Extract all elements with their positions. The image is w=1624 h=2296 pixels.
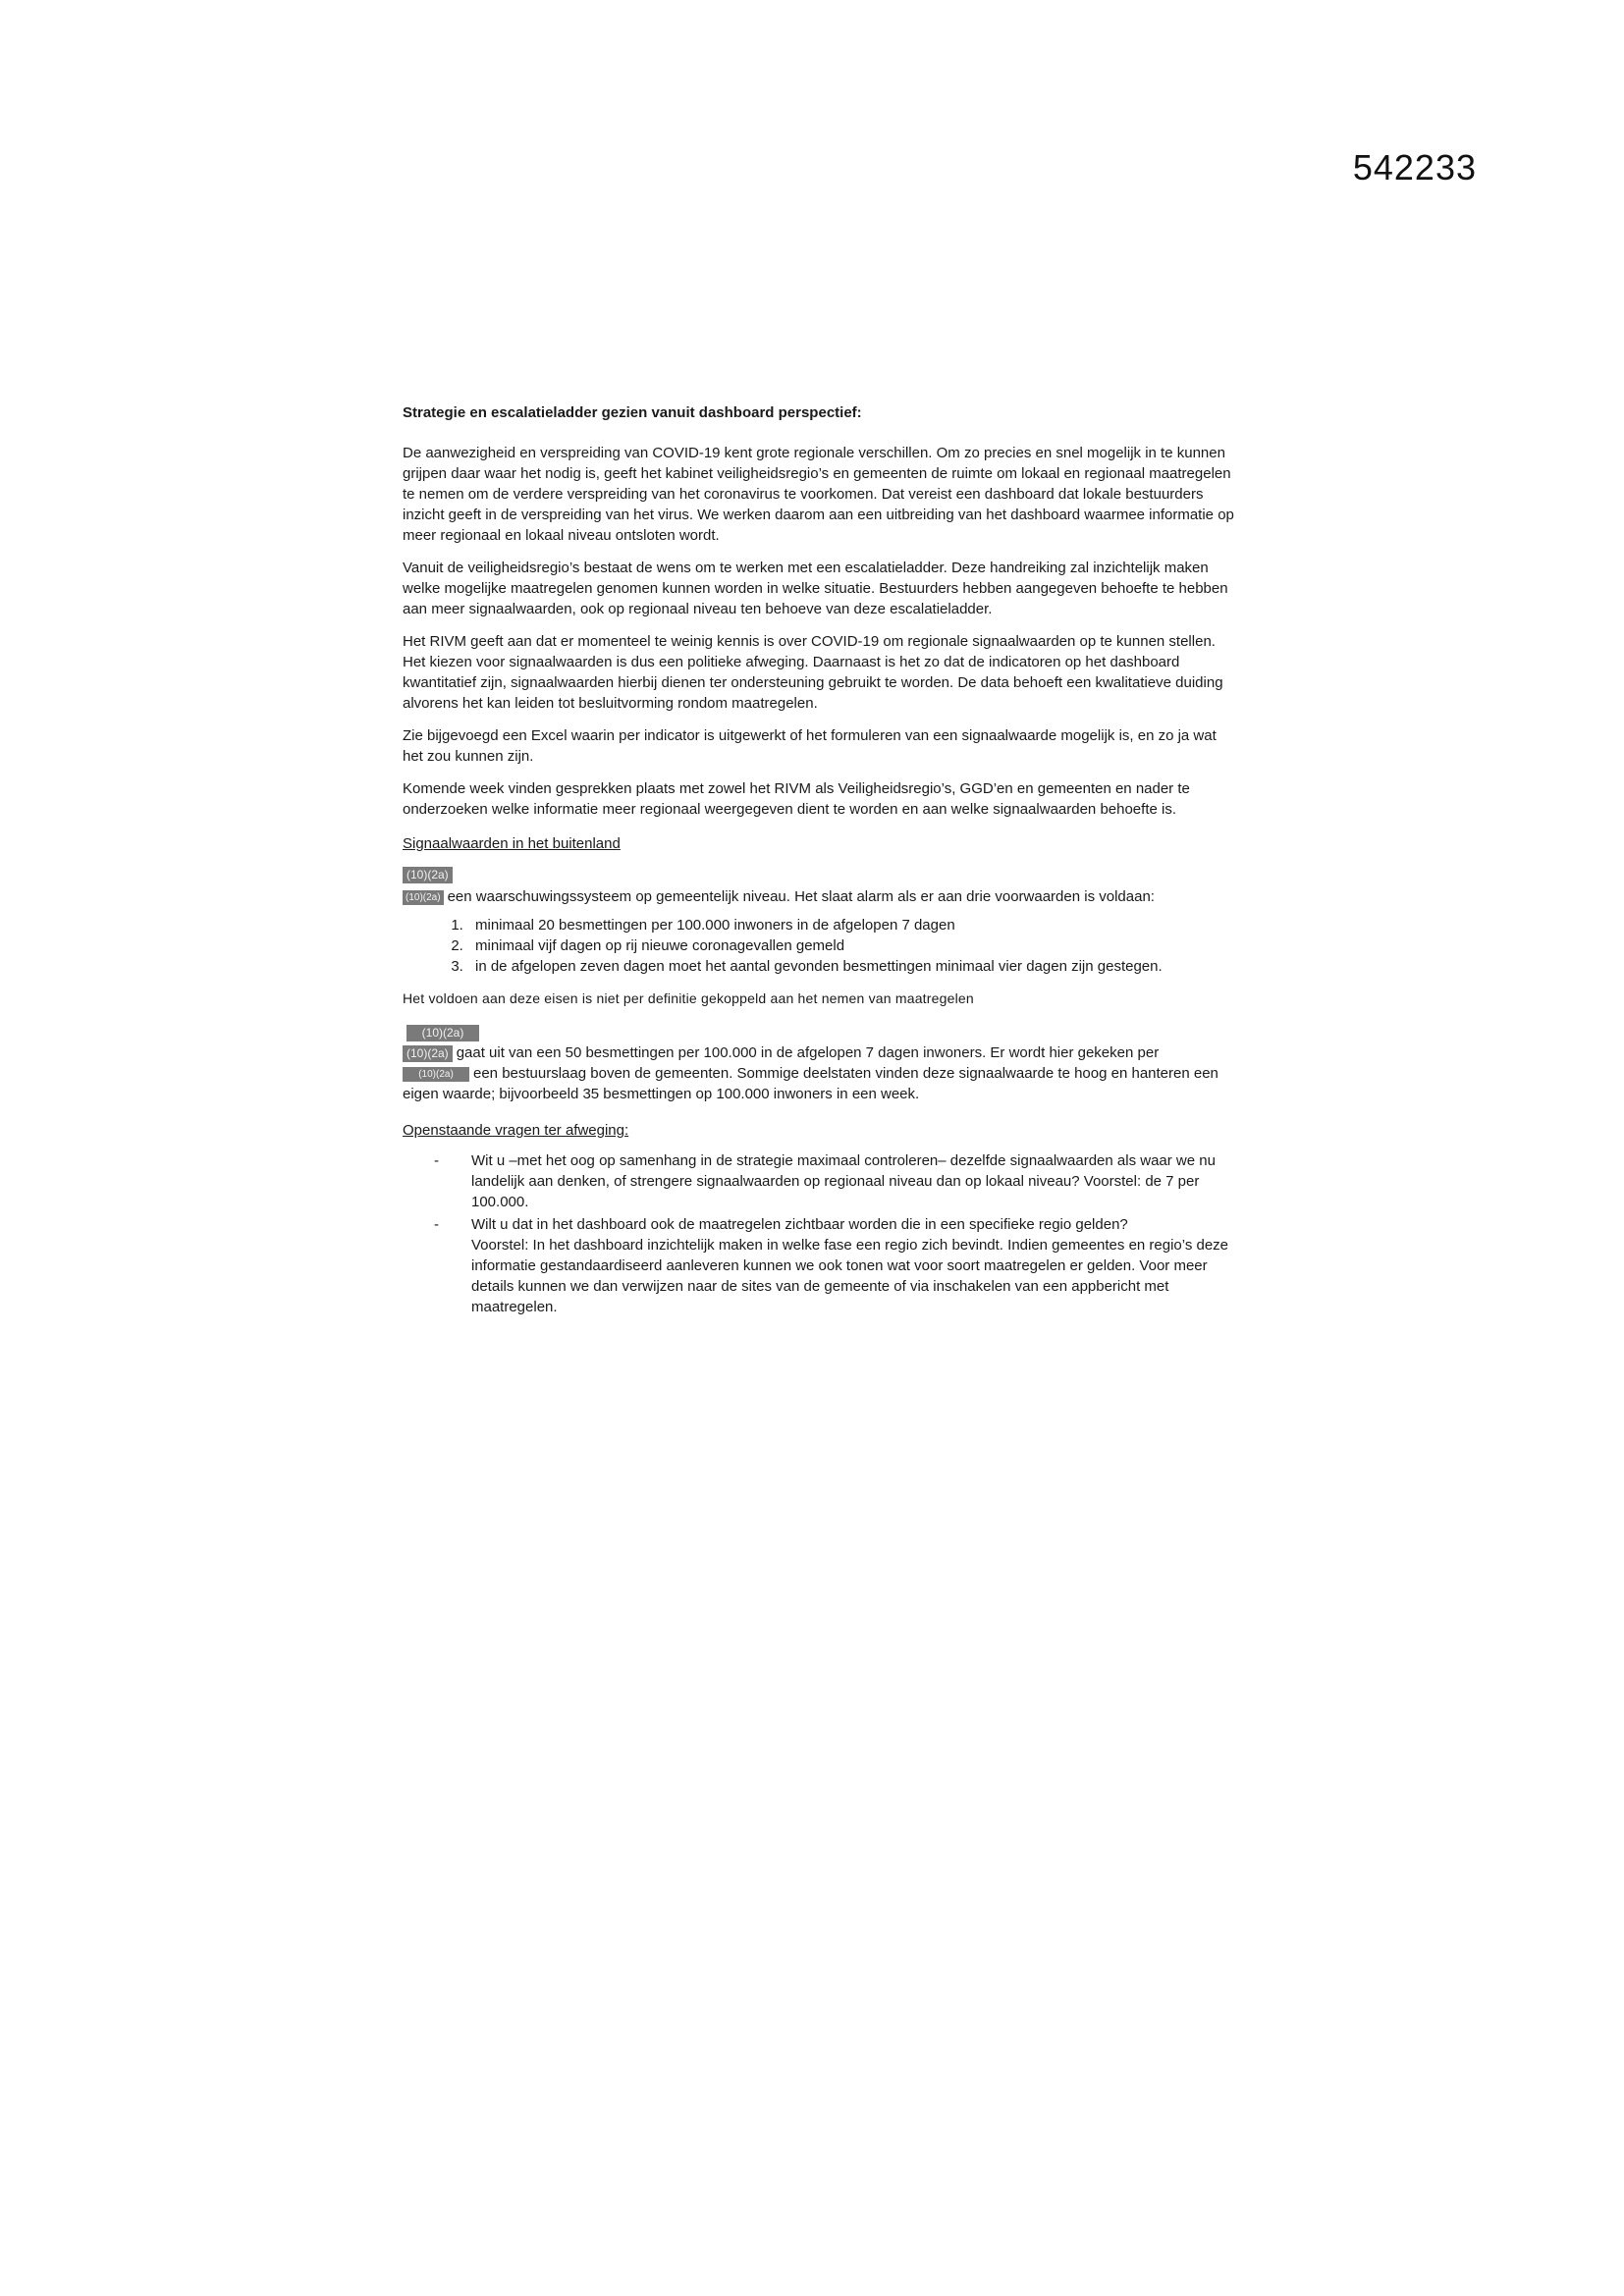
list-item: 3. in de afgelopen zeven dagen moet het aantal gevonden besmettingen minimaal vier dagen zijn gestegen. [467, 956, 1237, 977]
section-heading-abroad: Signaalwaarden in het buitenland [403, 835, 621, 852]
dash-bullet: - [434, 1216, 439, 1233]
second-system-text-1: gaat uit van een 50 besmettingen per 100.000 in de afgelopen 7 dagen inwoners. Er wordt hier gekeken per [456, 1044, 1160, 1061]
list-item: 2. minimaal vijf dagen op rij nieuwe coronagevallen gemeld [467, 935, 1237, 956]
conditions-note: Het voldoen aan deze eisen is niet per definitie gekoppeld aan het nemen van maatregelen [403, 990, 974, 1006]
questions-list [403, 1150, 1237, 1317]
redaction-mark: (10)(2a) [406, 1025, 479, 1041]
list-item: 1. minimaal 20 besmettingen per 100.000 inwoners in de afgelopen 7 dagen [467, 915, 1237, 935]
paragraph: De aanwezigheid en verspreiding van COVID-19 kent grote regionale verschillen. Om zo precies en snel mogelijk in te kunnen grijpen daar waar het nodig is, geeft het kabinet veiligheidsregio’s en gemeenten de ruimte om lokaal en regionaal maatregelen te nemen om de verdere verspreiding van het coronavirus te voorkomen. Dat vereist een dashboard dat lokale bestuurders inzicht geeft in de verspreiding van het virus. We werken daarom aan een uitbreiding van het dashboard waarmee informatie op meer regionaal en lokaal niveau ontsloten wordt. [403, 445, 1234, 544]
redaction-mark: (10)(2a) [403, 1067, 469, 1082]
proposal-text: Voorstel: In het dashboard inzichtelijk maken in welke fase een regio zich bevindt. Indien gemeentes en regio’s deze informatie gestandaardiseerd aanleveren kunnen we ook tonen wat voor soort maatregelen er gelden. Voor meer details kunnen we dan verwijzen naar de sites van de gemeente of via inschakelen van een appbericht met maatregelen. [471, 1237, 1229, 1315]
section-heading-questions: Openstaande vragen ter afweging: [403, 1122, 629, 1139]
document-title: Strategie en escalatieladder gezien vanuit dashboard perspectief: [403, 404, 862, 421]
document-number: 542233 [1352, 147, 1477, 187]
conditions-list [432, 915, 1237, 977]
document-body [403, 402, 1237, 1319]
redaction-row [403, 864, 1237, 884]
paragraph: Komende week vinden gesprekken plaats met zowel het RIVM als Veiligheidsregio’s, GGD’en en gemeenten en nader te onderzoeken welke informatie meer regionaal weergegeven dient te worden en aan welke signaalwaarden behoefte is. [403, 780, 1190, 818]
question-text: Wit u –met het oog op samenhang in de strategie maximaal controleren– dezelfde signaalwaarden als waar we nu landelijk aan denken, of strengere signaalwaarden op regionaal niveau dan op lokaal niveau? Voorstel: de 7 per 100.000. [471, 1152, 1216, 1210]
abroad-intro-text: een waarschuwingssysteem op gemeentelijk niveau. Het slaat alarm als er aan drie voorwaarden is voldaan: [447, 888, 1155, 905]
redaction-mark: (10)(2a) [403, 890, 444, 905]
paragraph: Zie bijgevoegd een Excel waarin per indicator is uitgewerkt of het formuleren van een signaalwaarde mogelijk is, en zo ja wat het zou kunnen zijn. [403, 727, 1217, 765]
redaction-mark: (10)(2a) [403, 867, 453, 883]
second-system-block [403, 1025, 1237, 1104]
paragraph: Het RIVM geeft aan dat er momenteel te weinig kennis is over COVID-19 om regionale signaalwaarden op te kunnen stellen. Het kiezen voor signaalwaarden is dus een politieke afweging. Daarnaast is het zo dat de indicatoren op het dashboard kwantitatief zijn, signaalwaarden hierbij dienen ter ondersteuning gebruikt te worden. De data behoeft een kwalitatieve duiding alvorens het kan leiden tot besluitvorming rondom maatregelen. [403, 633, 1223, 712]
abroad-intro [403, 886, 1237, 907]
redaction-mark: (10)(2a) [403, 1045, 453, 1062]
list-item [434, 1214, 1237, 1317]
list-item [434, 1150, 1237, 1212]
dash-bullet: - [434, 1152, 439, 1169]
second-system-text-2: een bestuurslaag boven de gemeenten. Sommige deelstaten vinden deze signaalwaarde te hoog en hanteren een eigen waarde; bijvoorbeeld 35 besmettingen op 100.000 inwoners in een week. [403, 1065, 1218, 1102]
question-text: Wilt u dat in het dashboard ook de maatregelen zichtbaar worden die in een specifieke regio gelden? [471, 1216, 1128, 1233]
paragraph: Vanuit de veiligheidsregio’s bestaat de wens om te werken met een escalatieladder. Deze handreiking zal inzichtelijk maken welke mogelijke maatregelen genomen kunnen worden in welke situatie. Bestuurders hebben aangegeven behoefte te hebben aan meer signaalwaarden, ook op regionaal niveau ten behoeve van deze escalatieladder. [403, 560, 1228, 617]
